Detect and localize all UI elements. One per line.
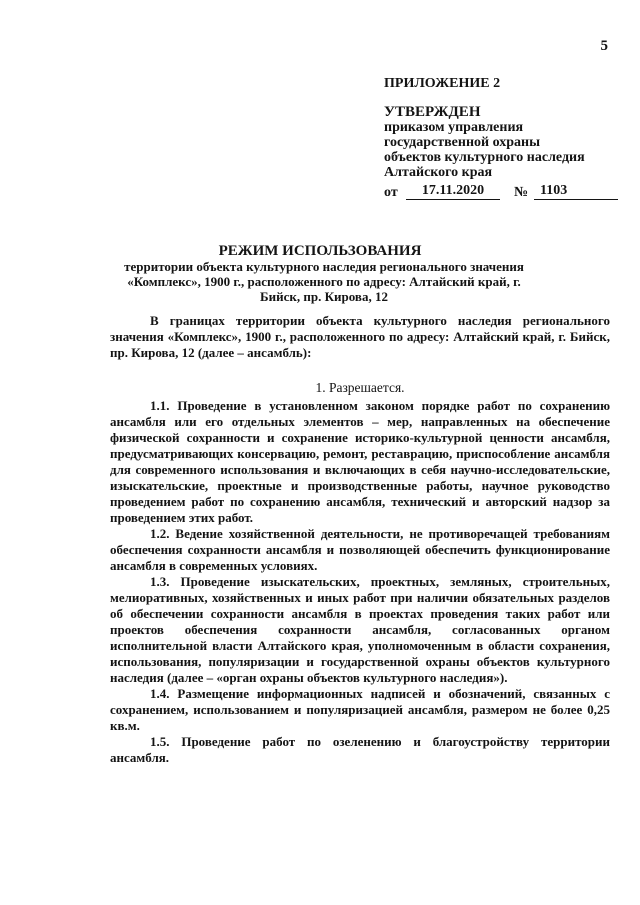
order-reference <box>384 183 624 200</box>
order-number: 1103 <box>534 183 618 200</box>
page-number: 5 <box>600 38 608 54</box>
section-items <box>110 398 610 766</box>
document-subtitle: территории объекта культурного наследия регионального значения «Комплекс», 1900 г., расположенного по адресу: Алтайский край, г. Бийск, пр. Кирова, 12 <box>124 259 524 304</box>
approval-line: объектов культурного наследия <box>384 150 585 165</box>
approval-block <box>384 76 624 200</box>
approval-line: Алтайского края <box>384 165 493 180</box>
number-sign: № <box>513 185 529 200</box>
from-label: от <box>384 185 398 200</box>
intro-paragraph <box>110 313 610 361</box>
item-1-1: 1.1. Проведение в установленном законом порядке работ по сохранению ансамбля или его отдельных элементов – мер, направленных на обеспечение физической сохранности и сохранение историко-культурной ценности ансамбля, предусматривающих консервацию, ремонт, реставрацию, приспособление ансамбля для современного использования и включающих в себя научно-исследовательские, изыскательские, проектные и производственные работы, научное руководство проведением работ по сохранению ансамбля, технический и авторский надзор за проведением этих работ. <box>110 398 610 525</box>
item-1-2: 1.2. Ведение хозяйственной деятельности, не противоречащей требованиям обеспечения сохранности ансамбля и позволяющей обеспечить функционирование ансамбля в современных условиях. <box>110 526 610 573</box>
order-date: 17.11.2020 <box>406 183 500 200</box>
document-title: РЕЖИМ ИСПОЛЬЗОВАНИЯ <box>218 243 422 259</box>
intro-text: В границах территории объекта культурного наследия регионального значения «Комплекс», 1900 г., расположенного по адресу: Алтайский край, г. Бийск, пр. Кирова, 12 (далее – ансамбль): <box>110 313 610 360</box>
item-1-5: 1.5. Проведение работ по озеленению и благоустройству территории ансамбля. <box>110 734 610 765</box>
appendix-title: ПРИЛОЖЕНИЕ 2 <box>384 76 501 91</box>
approval-line: государственной охраны <box>384 135 541 150</box>
section-heading: 1. Разрешается. <box>315 380 405 395</box>
approved-label: УТВЕРЖДЕН <box>384 104 481 120</box>
item-1-4: 1.4. Размещение информационных надписей и обозначений, связанных с сохранением, использованием и популяризацией ансамбля, размером не более 0,25 кв.м. <box>110 686 610 733</box>
approval-line: приказом управления <box>384 120 524 135</box>
item-1-3: 1.3. Проведение изыскательских, проектных, земляных, строительных, мелиоративных, хозяйственных и иных работ при наличии обязательных разделов об обеспечении сохранности ансамбля в проектах проведения таких работ или проектов обеспечения сохранности ансамбля, согласованных органом исполнительной власти Алтайского края, уполномоченным в области сохранения, использования, популяризации и государственной охраны объектов культурного наследия (далее – «орган охраны объектов культурного наследия»). <box>110 574 610 685</box>
